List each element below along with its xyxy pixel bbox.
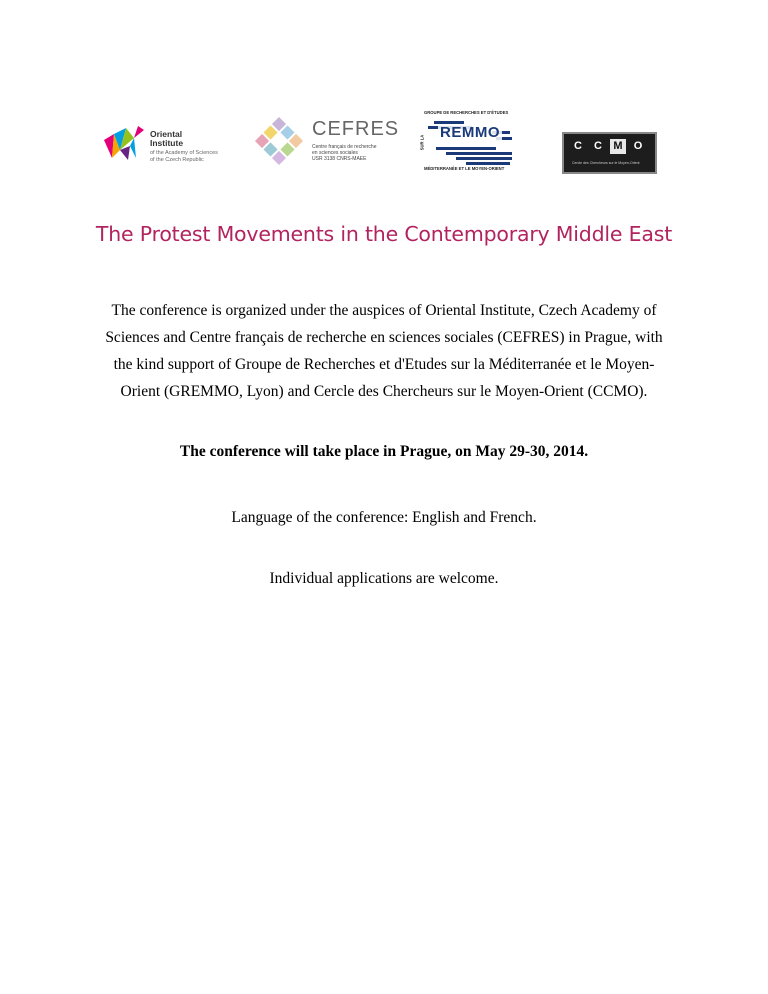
gremmo-side-text: SUR LA — [419, 134, 425, 151]
oriental-institute-logo — [100, 120, 235, 180]
cefres-subtitle: Centre français de recherche en sciences sociales USR 3138 CNRS-MAEE — [312, 144, 377, 162]
oriental-institute-name: Oriental Institute — [150, 129, 184, 148]
origami-camel-icon — [100, 120, 148, 168]
oriental-institute-subtitle: of the Academy of Sciences of the Czech Republic — [150, 150, 218, 163]
cefres-name: CEFRES — [312, 118, 400, 140]
ccmo-subtitle: Cercle des Chercheurs sur le Moyen-Orient — [572, 161, 640, 165]
ccmo-letter: C — [574, 140, 582, 152]
logo-bar — [0, 110, 768, 185]
gremmo-bottom-text: MÉDITERRANÉE ET LE MOYEN-ORIENT — [424, 166, 505, 171]
gremmo-logo — [418, 110, 520, 174]
document-title: The Protest Movements in the Contemporary Middle East — [95, 222, 673, 246]
applications-statement: Individual applications are welcome. — [269, 570, 499, 587]
venue-statement: The conference will take place in Prague, on May 29-30, 2014. — [179, 443, 589, 460]
language-statement: Language of the conference: English and French. — [231, 509, 537, 526]
ccmo-letters — [570, 139, 646, 154]
gremmo-top-text: GROUPE DE RECHERCHES ET D'ÉTUDES — [424, 110, 509, 115]
ccmo-letter: M — [610, 139, 626, 154]
ccmo-letter: C — [594, 140, 602, 152]
gremmo-wordmark: REMMO — [440, 124, 500, 141]
ccmo-logo — [562, 132, 657, 174]
ccmo-letter: O — [633, 140, 643, 152]
cefres-logo — [250, 112, 410, 174]
intro-paragraph: The conference is organized under the auspices of Oriental Institute, Czech Academy of Sciences and Centre français de recherche en sciences sociales (CEFRES) in Prague, with the kind support of Groupe de Recherches et d'Etudes sur la Méditerranée et le Moyen-Orient (GREMMO, Lyon) and Cercle des Chercheurs sur le Moyen-Orient (CCMO). — [105, 302, 663, 400]
cefres-diamond-icon — [250, 112, 308, 170]
